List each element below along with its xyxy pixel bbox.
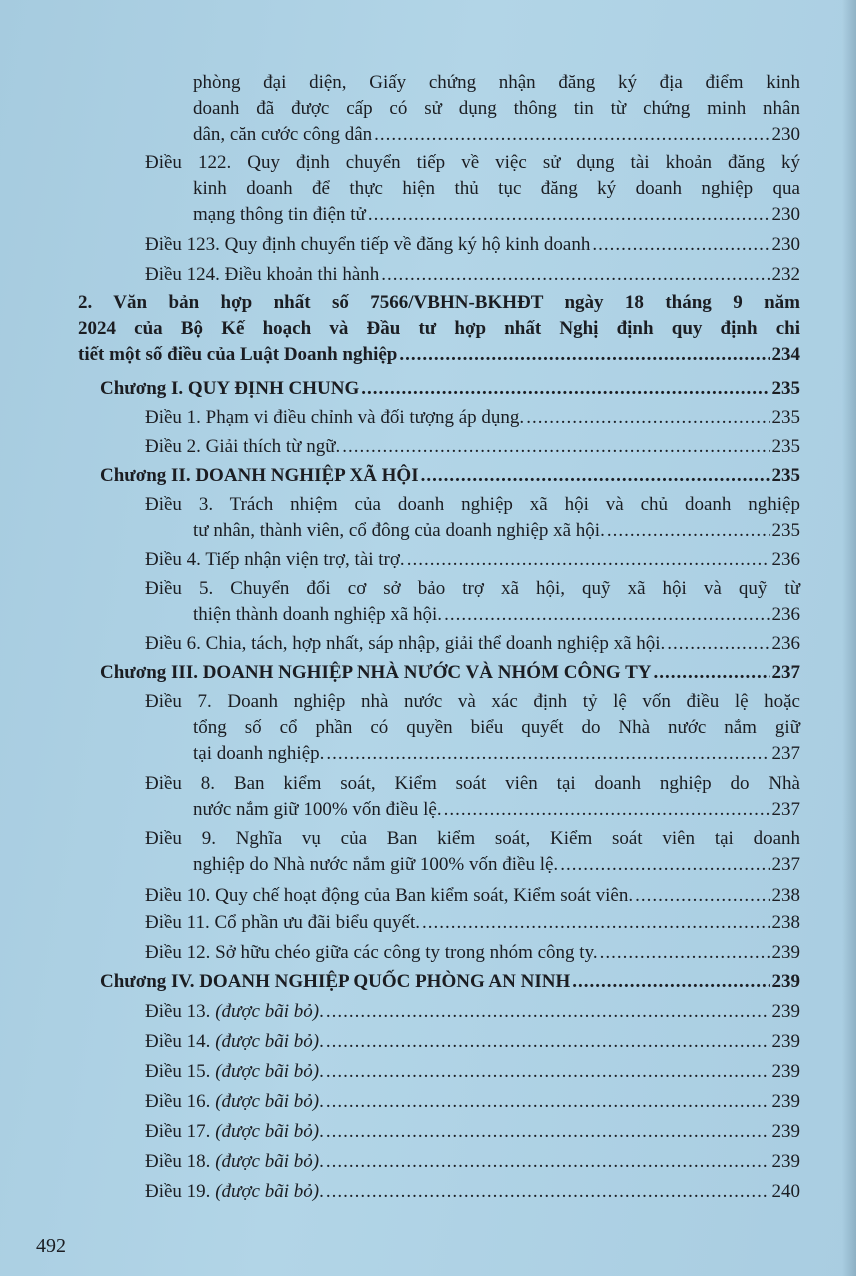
toc-entry-title-text: nước nắm giữ 100% vốn điều lệ. [193,799,442,820]
toc-entry-title [100,463,419,489]
toc-page-ref: 235 [771,520,800,541]
toc-entry-final-line [145,1059,800,1085]
toc-entry-final-line [145,631,800,657]
toc-heading-entry [100,376,800,402]
toc-entry-title-tail: . [319,1151,324,1172]
toc-entry [145,826,800,878]
toc-page-ref: 239 [771,1031,800,1052]
toc-entry [145,1119,800,1145]
toc-entry-title-text: nghiệp do Nhà nước nắm giữ 100% vốn điều lệ. [193,854,559,875]
toc-entry-title [145,1059,324,1085]
toc-entry-title-text: tiết một số điều của Luật Doanh nghiệp [78,344,398,365]
toc-leader-dots [572,969,769,995]
toc-entry-title-text: Điều 14. [145,1031,216,1052]
toc-page-ref: 235 [771,465,800,486]
toc-entry-title [193,797,442,823]
toc-leader-dots [526,405,769,431]
toc-entry-final-line [78,342,800,368]
toc-entry [193,70,800,148]
toc-entry-final-line [145,852,800,878]
toc-entry-final-line [145,1179,800,1205]
toc-page-ref: 239 [771,1091,800,1112]
toc-page-ref: 236 [771,604,800,625]
toc-entry-italic-note: (được bãi bỏ) [215,1031,320,1052]
toc-entry-title-text: Điều 4. Tiếp nhận viện trợ, tài trợ. [145,549,405,570]
toc-entry-title [145,999,324,1025]
toc-page-ref: 239 [771,1151,800,1172]
toc-page-ref: 230 [771,204,800,225]
toc-leader-dots [374,122,769,148]
toc-leader-dots [326,741,769,767]
toc-entry-title-text: Điều 2. Giải thích từ ngữ. [145,436,341,457]
toc-entry-title [145,940,598,966]
toc-entry-title-text: dân, căn cước công dân [193,124,373,145]
toc-page-ref: 237 [771,662,800,683]
toc-leader-dots [654,660,770,686]
toc-entry-title-text: Điều 15. [145,1061,216,1082]
toc-entry-title-text: Điều 124. Điều khoản thi hành [145,264,380,285]
toc-entry [145,1059,800,1085]
toc-entry [145,771,800,823]
toc-entry [145,150,800,228]
toc-leader-dots [421,463,770,489]
toc-entry [145,631,800,657]
toc-entry-title-text: Chương II. DOANH NGHIỆP XÃ HỘI [100,465,419,486]
toc-entry-title-text: Điều 17. [145,1121,216,1142]
toc-entry-final-line [145,232,800,258]
toc-leader-dots [667,631,769,657]
toc-entry [145,910,800,936]
toc-entry-final-line [145,434,800,460]
toc-entry-title [193,122,372,148]
toc-page-ref: 235 [771,378,800,399]
toc-page-ref: 237 [771,854,800,875]
toc-entry-final-line [145,1029,800,1055]
toc-leader-dots [342,434,769,460]
toc-entry-italic-note: (được bãi bỏ) [215,1061,320,1082]
toc-entry-title-text: Điều 18. [145,1151,216,1172]
toc-page-ref: 237 [771,743,800,764]
page-number: 492 [36,1235,66,1257]
toc-entry [145,999,800,1025]
toc-entry-final-line [193,122,800,148]
toc-entry [145,262,800,288]
toc-page-ref: 236 [771,633,800,654]
toc-entry [145,1029,800,1055]
toc-entry-title-tail: . [319,1091,324,1112]
toc-leader-dots [326,1119,770,1145]
toc-entry-italic-note: (được bãi bỏ) [215,1001,320,1022]
toc-entry-title [145,434,340,460]
toc-entry-final-line [145,741,800,767]
toc-leader-dots [326,1149,770,1175]
toc-entry-title-tail: . [319,1061,324,1082]
toc-page-ref: 236 [771,549,800,570]
toc-leader-dots [381,262,769,288]
toc-entry-title-text: Điều 19. [145,1181,216,1202]
toc-heading-entry [100,660,800,686]
toc-entry-title [145,1029,324,1055]
toc-page-ref: 235 [771,407,800,428]
toc-entry-final-line [145,1089,800,1115]
toc-entry-title-tail: . [319,1181,324,1202]
toc-page-ref: 239 [771,1001,800,1022]
toc-entry-final-line [145,883,800,909]
toc-entry-line: Điều 5. Chuyển đổi cơ sở bảo trợ xã hội, quỹ xã hội và quỹ từ [145,578,800,599]
toc-leader-dots [368,202,770,228]
toc-entry-final-line [145,602,800,628]
toc-entry-title-tail: . [319,1001,324,1022]
toc-entry-title-text: Điều 1. Phạm vi điều chỉnh và đối tượng áp dụng. [145,407,525,428]
toc-entry-title-text: Điều 10. Quy chế hoạt động của Ban kiểm soát, Kiểm soát viên. [145,885,634,906]
toc-entry-title-text: Điều 123. Quy định chuyển tiếp về đăng ký hộ kinh doanh [145,234,591,255]
toc-entry-italic-note: (được bãi bỏ) [215,1121,320,1142]
toc-entry [145,434,800,460]
toc-entry-italic-note: (được bãi bỏ) [215,1091,320,1112]
toc-entry-line: phòng đại diện, Giấy chứng nhận đăng ký địa điểm kinh [193,72,800,93]
toc-entry-title [145,232,590,258]
toc-leader-dots [444,797,770,823]
toc-entry-title-text: tại doanh nghiệp. [193,743,325,764]
toc-entry-title [193,518,605,544]
toc-entry-final-line [145,202,800,228]
toc-page-ref: 239 [771,1121,800,1142]
toc-entry-final-line [145,797,800,823]
toc-entry-final-line [145,910,800,936]
toc-entry [145,1149,800,1175]
toc-leader-dots [326,1029,770,1055]
toc-entry-final-line [145,999,800,1025]
toc-leader-dots [422,910,769,936]
toc-leader-dots [326,1059,770,1085]
toc-entry [145,232,800,258]
toc-entry-title [145,405,524,431]
toc-leader-dots [607,518,770,544]
toc-leader-dots [361,376,769,402]
toc-entry-title-text: mạng thông tin điện tử [193,204,366,225]
toc-page-ref: 239 [771,942,800,963]
toc-leader-dots [326,1089,770,1115]
toc-page-ref: 238 [771,912,800,933]
toc-page-ref: 235 [771,436,800,457]
toc-entry-line: 2. Văn bản hợp nhất số 7566/VBHN-BKHĐT ngày 18 tháng 9 năm [78,292,800,313]
toc-entry-line: Điều 3. Trách nhiệm của doanh nghiệp xã hội và chủ doanh nghiệp [145,494,800,515]
toc-entry-final-line [145,262,800,288]
toc-leader-dots [635,883,769,909]
toc-entry-title [100,376,359,402]
toc-entry-line: tổng số cổ phần có quyền biểu quyết do Nhà nước nắm giữ [193,717,800,738]
toc-entry-final-line [100,376,800,402]
toc-entry-line: Điều 9. Nghĩa vụ của Ban kiểm soát, Kiểm soát viên tại doanh [145,828,800,849]
toc-leader-dots [399,342,769,368]
toc-entry [145,689,800,767]
toc-entry [145,1089,800,1115]
toc-entry-title-text: Điều 13. [145,1001,216,1022]
toc-entry-title [100,660,652,686]
toc-entry [145,883,800,909]
toc-heading-entry [100,463,800,489]
toc-heading-entry [100,969,800,995]
toc-leader-dots [600,940,770,966]
toc-leader-dots [326,999,770,1025]
toc-entry-title [193,852,558,878]
toc-entry [145,940,800,966]
toc-entry-title-text: Điều 12. Sở hữu chéo giữa các công ty trong nhóm công ty. [145,942,598,963]
toc-entry-line: 2024 của Bộ Kế hoạch và Đầu tư hợp nhất Nghị định quy định chi [78,318,800,339]
toc-entry-line: Điều 8. Ban kiểm soát, Kiểm soát viên tại doanh nghiệp do Nhà [145,773,800,794]
toc-entry-title-text: Chương I. QUY ĐỊNH CHUNG [100,378,360,399]
toc-entry-title [145,883,633,909]
toc-entry-title [145,547,405,573]
toc-page-ref: 230 [771,234,800,255]
toc-page-ref: 240 [771,1181,800,1202]
toc-entry-title-text: thiện thành doanh nghiệp xã hội. [193,604,443,625]
toc-entry-title [145,910,420,936]
toc-entry [145,576,800,628]
toc-page-ref: 239 [771,971,800,992]
toc-leader-dots [326,1179,770,1205]
toc-entry [145,492,800,544]
toc-entry-title [100,969,570,995]
toc-entry-title [145,1149,324,1175]
toc-entry-title-text: tư nhân, thành viên, cổ đông của doanh nghiệp xã hội. [193,520,605,541]
toc-entry-title-text: Điều 11. Cổ phần ưu đãi biểu quyết. [145,912,421,933]
toc-page-ref: 234 [771,344,800,365]
toc-entry-final-line [145,405,800,431]
toc-entry-final-line [100,969,800,995]
toc-page-ref: 232 [771,264,800,285]
toc-entry-title-text: Chương III. DOANH NGHIỆP NHÀ NƯỚC VÀ NHÓM CÔNG TY [100,662,652,683]
toc-entry-title-text: Điều 16. [145,1091,216,1112]
toc-entry-final-line [145,518,800,544]
toc-leader-dots [444,602,769,628]
toc-entry-final-line [100,660,800,686]
toc-heading-entry [78,290,800,368]
toc-entry-title-tail: . [319,1121,324,1142]
toc-entry-title-text: Chương IV. DOANH NGHIỆP QUỐC PHÒNG AN NINH [100,971,571,992]
toc-entry-final-line [145,547,800,573]
toc-entry-italic-note: (được bãi bỏ) [215,1151,320,1172]
toc-entry-title [145,1179,324,1205]
toc-entry-line: kinh doanh để thực hiện thủ tục đăng ký doanh nghiệp qua [193,178,800,199]
toc-entry-title-tail: . [319,1031,324,1052]
toc-entry-final-line [100,463,800,489]
toc-leader-dots [560,852,769,878]
toc-entry-title [145,631,665,657]
toc-page-ref: 238 [771,885,800,906]
toc-entry-line: Điều 122. Quy định chuyển tiếp về việc sử dụng tài khoản đăng ký [145,152,800,173]
toc-entry-title-text: Điều 6. Chia, tách, hợp nhất, sáp nhập, giải thể doanh nghiệp xã hội. [145,633,666,654]
toc-leader-dots [407,547,770,573]
toc-entry-final-line [145,1149,800,1175]
toc-entry [145,547,800,573]
toc-entry-final-line [145,940,800,966]
toc-leader-dots [592,232,769,258]
toc-entry [145,405,800,431]
toc-entry-title [193,741,324,767]
toc-entry-title [145,1089,324,1115]
toc-entry-title [78,342,397,368]
toc-entry-title [193,202,366,228]
toc-entry-line: Điều 7. Doanh nghiệp nhà nước và xác định tỷ lệ vốn điều lệ hoặc [145,691,800,712]
page-spine-shadow [842,0,856,1276]
toc-entry-title [145,262,379,288]
toc-entry-line: doanh đã được cấp có sử dụng thông tin từ chứng minh nhân [193,98,800,119]
toc-entry-title [193,602,442,628]
toc-entry [145,1179,800,1205]
toc-page-ref: 237 [771,799,800,820]
toc-entry-italic-note: (được bãi bỏ) [215,1181,320,1202]
toc-entry-final-line [145,1119,800,1145]
toc-page-ref: 230 [771,124,800,145]
toc-page-ref: 239 [771,1061,800,1082]
toc-entry-title [145,1119,324,1145]
